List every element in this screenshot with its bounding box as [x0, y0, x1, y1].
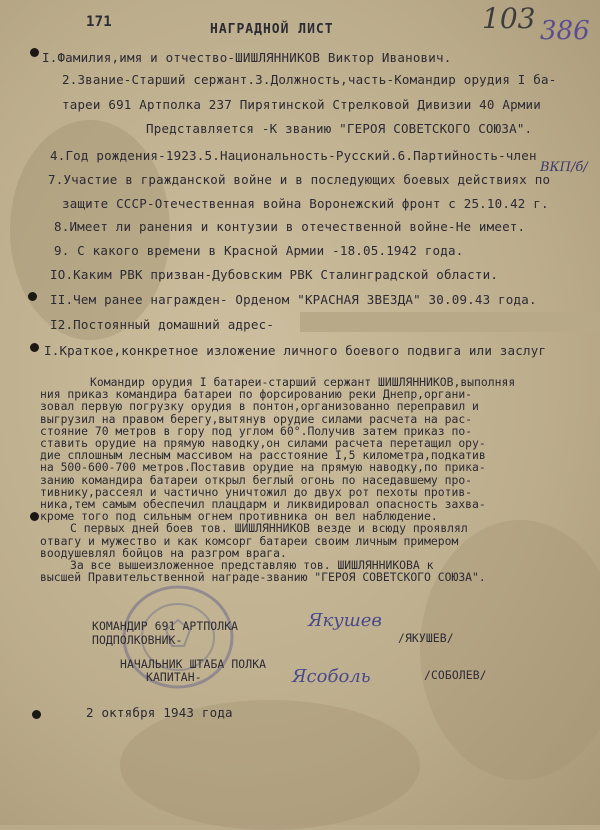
field-front: защите СССР-Отечественная война Воронежский фронт с 25.10.42 г.: [62, 196, 549, 211]
narrative-line: кроме того под сильным огнем противника он вел наблюдение.: [40, 509, 438, 524]
commander-signature: Якушев: [308, 610, 382, 631]
chief-of-staff-rank: КАПИТАН-: [146, 670, 202, 684]
narrative-line: занию командира батареи открыл беглый огонь по наседавшему про-: [40, 472, 473, 487]
narrative-line: воодушевлял бойцов на разгром врага.: [40, 545, 287, 560]
field-wounds: 8.Имеет ли ранения и контузии в отечественной войне-Не имеет.: [54, 219, 526, 234]
field-army-since: 9. С какого времени в Красной Армии -18.05.1942 года.: [54, 243, 464, 258]
field-birth-year: 4.Год рождения-1923.5.Национальность-Русский.6.Партийность-член: [50, 148, 537, 163]
archive-number: 103: [482, 2, 536, 35]
chief-of-staff-signature: Ясоболь: [292, 666, 371, 687]
field-conscription: IO.Каким РВК призван-Дубовским РВК Сталинградской области.: [50, 267, 499, 282]
narrative-text: [40, 376, 595, 583]
punch-hole: [30, 512, 39, 521]
narrative-line: отвагу и мужество и как комсорг батареи своим личным примером: [40, 533, 459, 548]
document-date: 2 октября 1943 года: [86, 705, 233, 720]
commander-name: /ЯКУШЕВ/: [398, 631, 454, 645]
party-note: ВКП/б/: [540, 160, 588, 175]
archive-number-2: 386: [540, 16, 590, 46]
section-title: I.Краткое,конкретное изложение личного боевого подвига или заслуг: [44, 343, 547, 358]
field-participation: 7.Участие в гражданской войне и в последующих боевых действиях по: [48, 172, 551, 187]
commander-title: КОМАНДИР 691 АРТПОЛКА: [92, 619, 239, 633]
narrative-line: дие сплошным лесным массивом на расстояние I,5 километра,подкатив: [40, 448, 486, 463]
punch-hole: [28, 292, 37, 301]
narrative-line: тивнику,рассеял и частично уничтожил до двух рот пехоты против-: [40, 484, 473, 499]
narrative-line: ставить орудие на прямую наводку,он силами расчета перетащил ору-: [40, 436, 486, 451]
chief-of-staff-title: НАЧАЛЬНИК ШТАБА ПОЛКА: [120, 657, 267, 671]
document-title: НАГРАДНОЙ ЛИСТ: [210, 22, 334, 37]
field-awards: II.Чем ранее награжден- Орденом "КРАСНАЯ ЗВЕЗДА" 30.09.43 года.: [50, 292, 537, 307]
narrative-line: ника,тем самым обеспечил плацдарм и ликвидировал опасность захва-: [40, 497, 486, 512]
narrative-line: на 500-600-700 метров.Поставив орудие на прямую наводку,по прика-: [40, 460, 486, 475]
punch-hole: [30, 343, 39, 352]
field-nominated: Представляется -К званию "ГЕРОЯ СОВЕТСКОГО СОЮЗА".: [146, 121, 533, 136]
narrative-line: выгрузил на правом берегу,вытянув орудие силами расчета на рас-: [40, 411, 473, 426]
punch-hole: [30, 48, 39, 57]
narrative-line: ния приказ командира батареи по форсированию реки Днепр,органи-: [40, 387, 473, 402]
narrative-line: стояние 70 метров в гору под углом 60°.Получив затем приказ по-: [40, 423, 473, 438]
chief-of-staff-name: /СОБОЛЕВ/: [424, 668, 487, 682]
field-name: I.Фамилия,имя и отчество-ШИШЛЯННИКОВ Виктор Иванович.: [42, 50, 452, 65]
field-rank: 2.Звание-Старший сержант.3.Должность,часть-Командир орудия I ба-: [62, 72, 557, 87]
narrative-line: зовал первую погрузку орудия в понтон,организованно переправил и: [40, 399, 479, 414]
field-unit: тареи 691 Артполка 237 Пирятинской Стрелковой Дивизии 40 Армии: [62, 97, 541, 112]
sheet-number: 171: [86, 14, 112, 30]
narrative-line: высшей Правительственной награде-званию "ГЕРОЯ СОВЕТСКОГО СОЮЗА".: [40, 570, 486, 585]
punch-hole: [32, 710, 41, 719]
narrative-line: С первых дней боев тов. ШИШЛЯННИКОВ везде и всюду проявлял: [70, 521, 468, 536]
commander-rank: ПОДПОЛКОВНИК-: [92, 633, 183, 647]
narrative-line: За все вышеизложенное представляю тов. ШИШЛЯННИКОВА к: [70, 558, 434, 573]
field-address: I2.Постоянный домашний адрес-: [50, 317, 275, 332]
redacted-area: [300, 312, 600, 332]
narrative-line: Командир орудия I батареи-старший сержант ШИШЛЯННИКОВ,выполняя: [90, 375, 516, 389]
